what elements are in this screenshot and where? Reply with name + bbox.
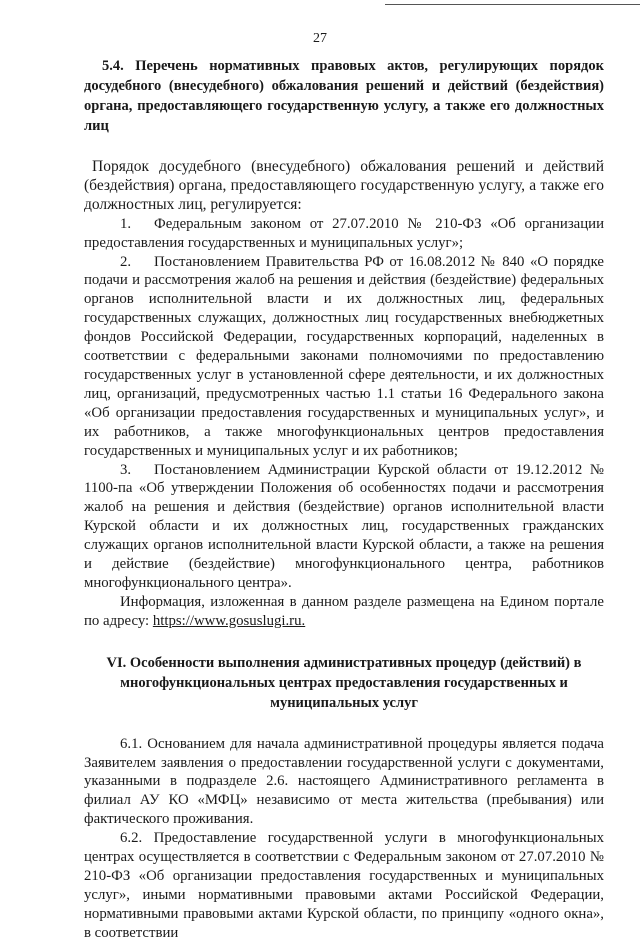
list-item-1: 1. Федеральным законом от 27.07.2010 № 210-ФЗ «Об организации предоставления государственных и муниципальных услуг»; bbox=[84, 215, 604, 251]
list-item-2: 2. Постановлением Правительства РФ от 16.08.2012 № 840 «О порядке подачи и рассмотрения жалоб на решения и действия (бездействие) федеральных органов исполнительной власти и их должностных лиц, федеральных государственных служащих, должностных лиц государственных внебюджетных фондов Российской Федерации, государственных корпораций, наделенных в соответствии с федеральными законами полномочиями по предоставлению государственных услуг в установленной сфере деятельности, и их должностных лиц, организаций, предусмотренных частью 1.1 статьи 16 Федерального закона «Об организации предоставления государственных и муниципальных услуг», и их работников, а также многофункциональных центров предоставления государственных и муниципальных услуг и их работников; bbox=[84, 253, 604, 459]
paragraph-6-2: 6.2. Предоставление государственной услуги в многофункциональных центрах осуществляется в соответствии с Федеральным законом от 27.07.2010 № 210-ФЗ «Об организации предоставления государственных и муниципальных услуг», иными нормативными правовыми актами Российской Федерации, нормативными правовыми актами Курской области, по принципу «одного окна», в соответствии bbox=[84, 830, 604, 941]
section-5-4-intro: Порядок досудебного (внесудебного) обжалования решений и действий (бездействия) органа, предоставляющего государственную услугу, а также его должностных лиц, регулируется: bbox=[84, 158, 604, 213]
portal-info: Информация, изложенная в данном разделе размещена на Едином портале по адресу: https://www.gosuslugi.ru. bbox=[84, 593, 604, 629]
paragraph-6-1: 6.1. Основанием для начала административной процедуры является подача Заявителем заявления о предоставлении государственной услуги с документами, указанными в подразделе 2.6. настоящего Административного регламента в филиал АУ КО «МФЦ» независимо от места жительства (пребывания) или фактического проживания. bbox=[84, 735, 604, 828]
document-body bbox=[84, 56, 604, 943]
top-border-line bbox=[385, 4, 640, 5]
list-item-3: 3. Постановлением Администрации Курской области от 19.12.2012 № 1100-па «Об утверждении Положения об особенностях подачи и рассмотрения жалоб на решения и действия (бездействие) органов исполнительной власти Курской области и их должностных лиц, государственных гражданских служащих органов исполнительной власти Курской области, а также на решения и действие (бездействие) многофункционального центра, работников многофункционального центра». bbox=[84, 461, 604, 591]
gosuslugi-link[interactable]: https://www.gosuslugi.ru. bbox=[152, 612, 306, 629]
section-6-heading: VI. Особенности выполнения административных процедур (действий) в многофункциональных центрах предоставления государственных и муниципальных услуг bbox=[106, 654, 582, 711]
page-number: 27 bbox=[313, 31, 327, 46]
section-5-4-heading: 5.4. Перечень нормативных правовых актов, регулирующих порядок досудебного (внесудебного) обжалования решений и действий (бездействия) органа, предоставляющего государственную услугу, а также его должностных лиц bbox=[84, 58, 604, 134]
